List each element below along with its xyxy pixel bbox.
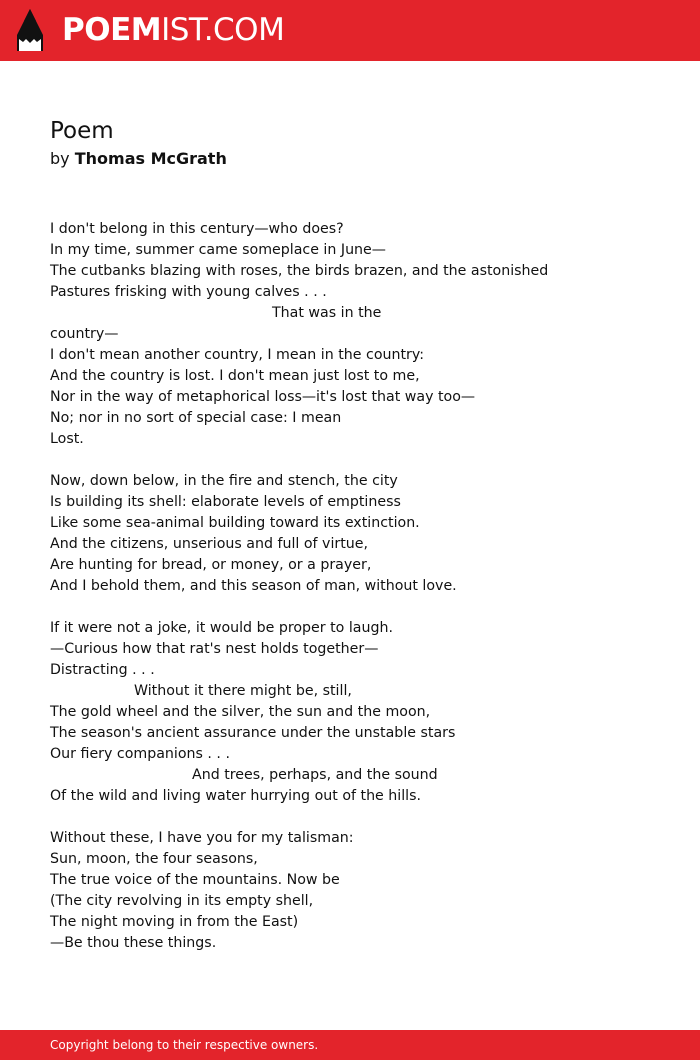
poem-line: Distracting . . . (50, 662, 155, 678)
poem-title: Poem (50, 118, 114, 144)
footer-bar (0, 1030, 700, 1060)
poem-line: Lost. (50, 431, 84, 447)
stanza-break (50, 450, 660, 471)
poem-line: Are hunting for bread, or money, or a prayer, (50, 557, 372, 573)
header-bar (0, 0, 700, 61)
poem-line: The true voice of the mountains. Now be (50, 872, 340, 888)
poem-line: Pastures frisking with young calves . . . (50, 284, 327, 300)
poem-stanza (50, 471, 660, 597)
poem-stanza (50, 219, 660, 450)
poem-line: I don't belong in this century—who does? (50, 221, 344, 237)
poem-line: Sun, moon, the four seasons, (50, 851, 258, 867)
poem-line: country— (50, 326, 119, 342)
poem-line: —Curious how that rat's nest holds together— (50, 641, 379, 657)
site-logo[interactable] (62, 12, 284, 48)
poem-line: —Be thou these things. (50, 935, 217, 951)
poem-line: Is building its shell: elaborate levels of emptiness (50, 494, 401, 510)
stanza-break (50, 597, 660, 618)
poem-line: And I behold them, and this season of man, without love. (50, 578, 457, 594)
pencil-icon[interactable] (17, 9, 43, 51)
by-label: by (50, 149, 70, 168)
poem-line: In my time, summer came someplace in June— (50, 242, 386, 258)
logo-bold-text: POEM (62, 12, 162, 48)
poem-line: The cutbanks blazing with roses, the birds brazen, and the astonished (50, 263, 549, 279)
poem-line: (The city revolving in its empty shell, (50, 893, 314, 909)
author-name[interactable]: Thomas McGrath (74, 149, 227, 168)
poem-line: No; nor in no sort of special case: I mean (50, 410, 342, 426)
poem-line: Like some sea-animal building toward its extinction. (50, 515, 420, 531)
poem-stanza (50, 618, 660, 807)
poem-line: The gold wheel and the silver, the sun and the moon, (50, 704, 431, 720)
copyright-text: Copyright belong to their respective owners. (50, 1038, 319, 1052)
stanza-break (50, 807, 660, 828)
poem-line: Now, down below, in the fire and stench, the city (50, 473, 398, 489)
poem-line: I don't mean another country, I mean in the country: (50, 347, 425, 363)
poem-line: And the country is lost. I don't mean just lost to me, (50, 368, 420, 384)
poem-line: And the citizens, unserious and full of virtue, (50, 536, 369, 552)
poem-line: Our fiery companions . . . (50, 746, 230, 762)
logo-light-text: IST.COM (161, 12, 285, 48)
poem-line: Of the wild and living water hurrying out of the hills. (50, 788, 422, 804)
poem-line: If it were not a joke, it would be proper to laugh. (50, 620, 393, 636)
byline (50, 148, 227, 170)
poem-line: The night moving in from the East) (50, 914, 299, 930)
poem-line: That was in the (272, 305, 382, 321)
poem-stanza (50, 828, 660, 954)
poem-body (50, 219, 660, 954)
poem-line: And trees, perhaps, and the sound (192, 767, 438, 783)
poem-line: The season's ancient assurance under the unstable stars (50, 725, 456, 741)
poem-line: Without it there might be, still, (134, 683, 352, 699)
poem-line: Without these, I have you for my talisman: (50, 830, 354, 846)
poem-line: Nor in the way of metaphorical loss—it's lost that way too— (50, 389, 476, 405)
